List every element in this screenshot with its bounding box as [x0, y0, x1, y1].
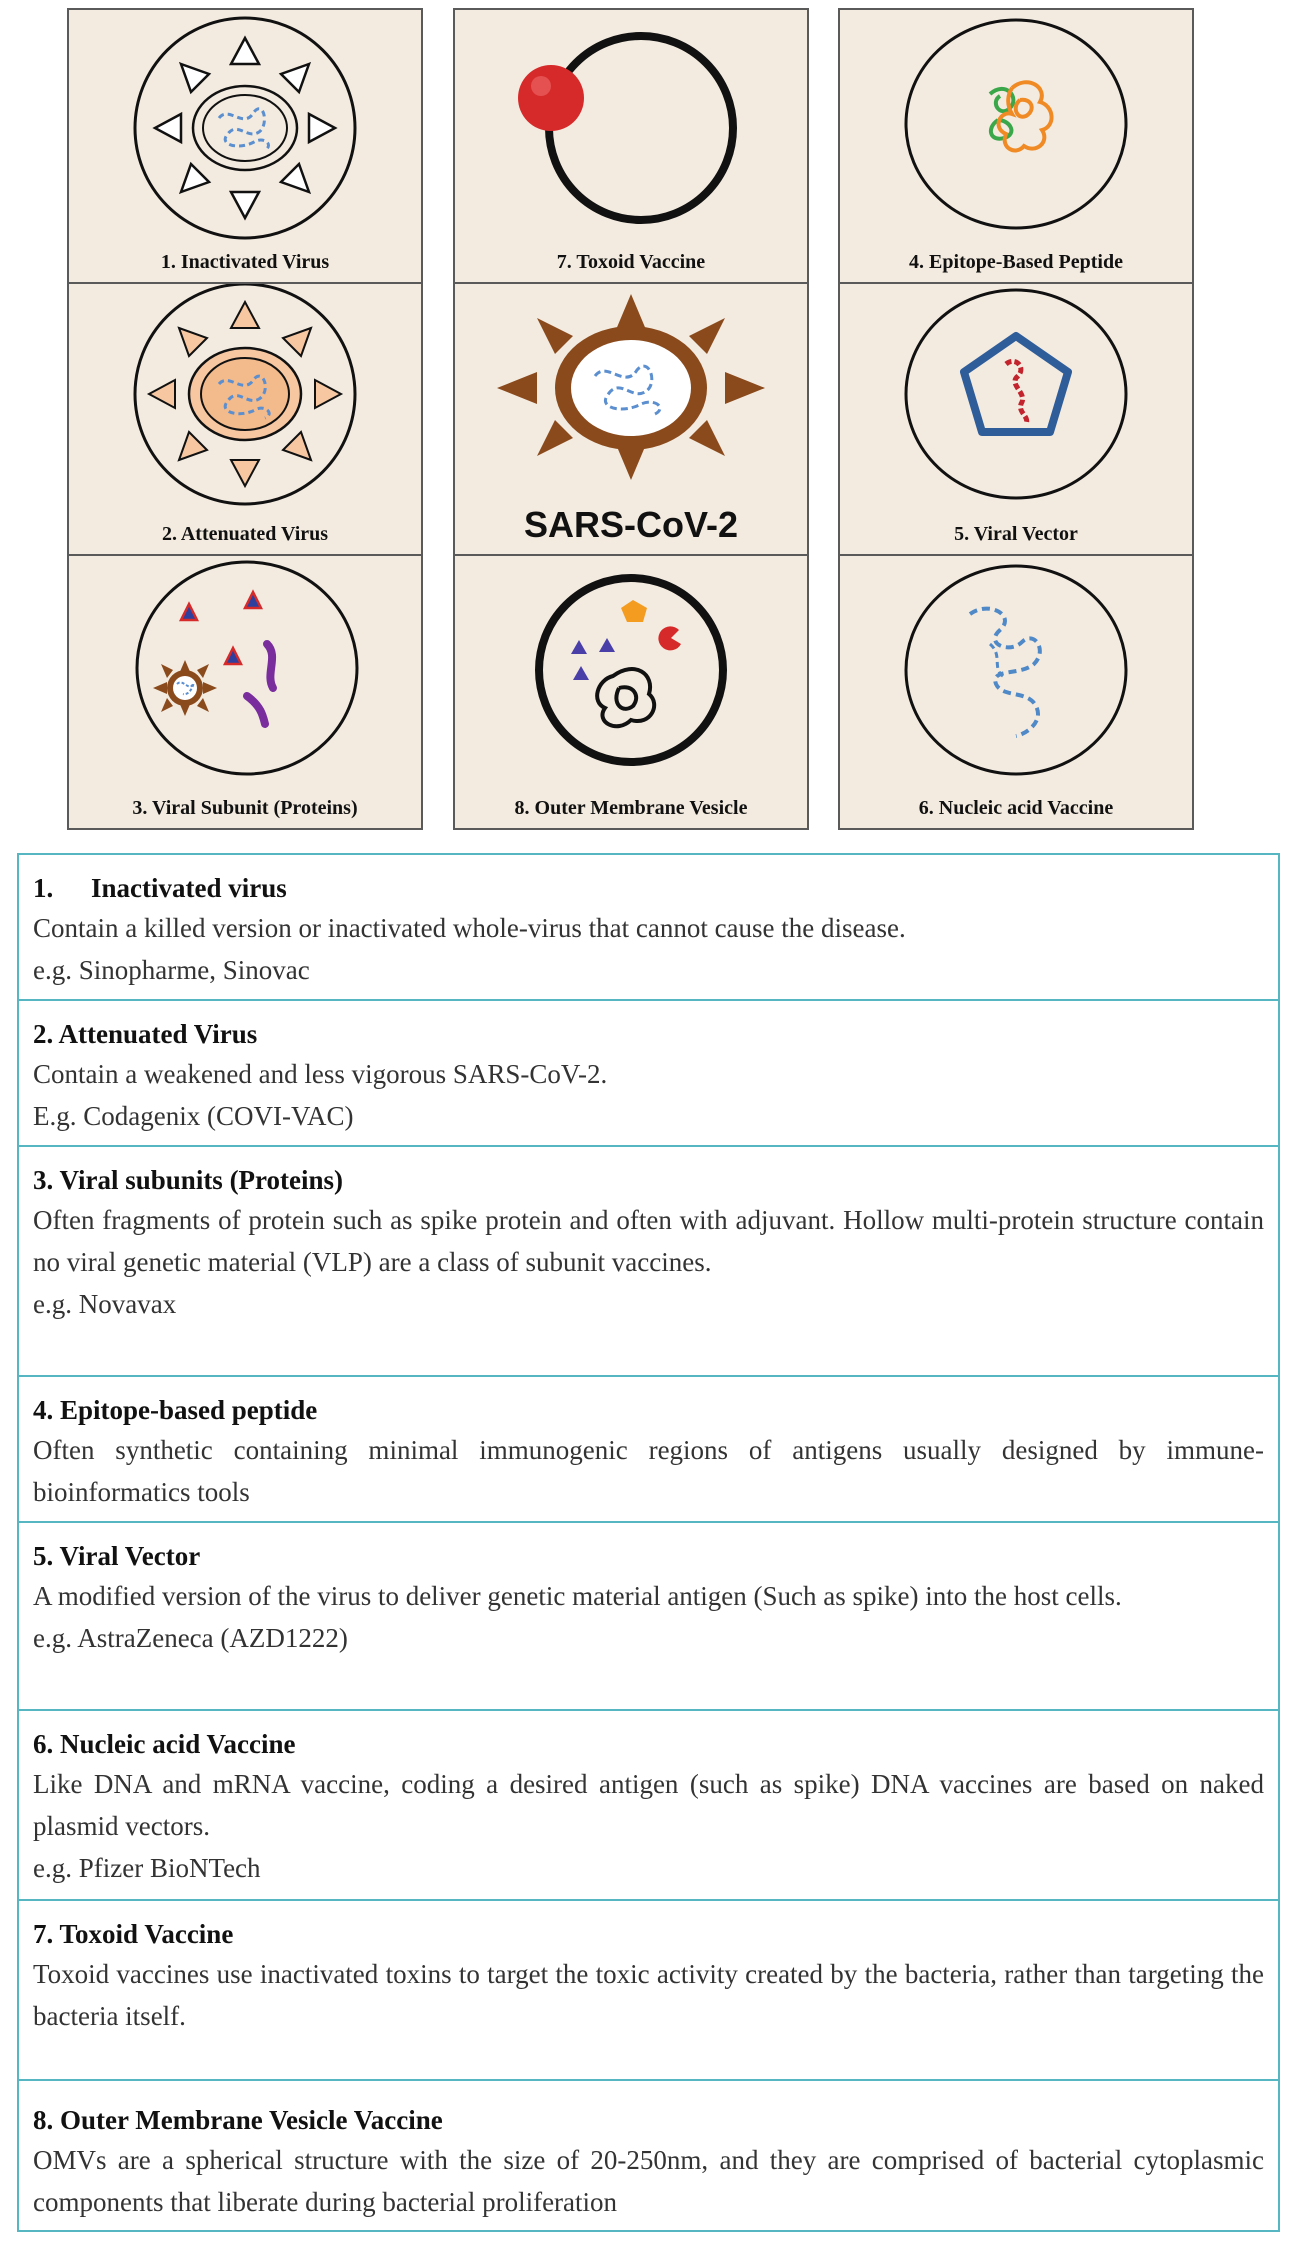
description-title: 4. Epitope-based peptide [33, 1395, 318, 1425]
panel-viral-vector [838, 282, 1194, 556]
panel-caption: 1. Inactivated Virus [160, 251, 330, 273]
description-example: e.g. Novavax [33, 1289, 177, 1319]
description-example: e.g. AstraZeneca (AZD1222) [33, 1623, 348, 1653]
panel-attenuated-virus [67, 282, 423, 556]
viral-subunit-icon [69, 556, 421, 828]
description-title: 6. Nucleic acid Vaccine [33, 1729, 296, 1759]
panel-caption: 8. Outer Membrane Vesicle [514, 797, 748, 819]
panel-viral-subunit [67, 554, 423, 830]
panel-caption: 7. Toxoid Vaccine [556, 251, 706, 273]
sars-cov-2-label: SARS-CoV-2 [523, 504, 739, 545]
description-title: 2. Attenuated Virus [33, 1019, 258, 1049]
panel-caption: 5. Viral Vector [954, 523, 1078, 545]
description-row [19, 1147, 1278, 1377]
outer-membrane-vesicle-icon [455, 556, 807, 828]
epitope-peptide-icon [840, 10, 1192, 282]
description-text: Contain a weakened and less vigorous SARS-CoV-2. [33, 1059, 608, 1089]
description-text: A modified version of the virus to deliver genetic material antigen (Such as spike) into the host cells. [33, 1581, 1122, 1611]
nucleic-acid-icon [840, 556, 1192, 828]
panel-outer-membrane-vesicle [453, 554, 809, 830]
description-row [19, 1001, 1278, 1147]
panel-toxoid-vaccine [453, 8, 809, 284]
description-row [19, 2081, 1278, 2230]
description-text: OMVs are a spherical structure with the size of 20-250nm, and they are comprised of bacterial cytoplasmic components that liberate during bacterial proliferation [33, 2145, 1264, 2217]
description-example: E.g. Codagenix (COVI-VAC) [33, 1101, 354, 1131]
panel-caption: 2. Attenuated Virus [161, 523, 329, 545]
description-row [19, 1711, 1278, 1901]
description-row [19, 1901, 1278, 2081]
description-text: Often synthetic containing minimal immunogenic regions of antigens usually designed by immune-bioinformatics tools [33, 1435, 1264, 1507]
toxoid-vaccine-icon [455, 10, 807, 282]
description-example: e.g. Pfizer BioNTech [33, 1853, 261, 1883]
description-text: Often fragments of protein such as spike protein and often with adjuvant. Hollow multi-protein structure contain no viral genetic material (VLP) are a class of subunit vaccines. [33, 1205, 1264, 1277]
panel-caption: 3. Viral Subunit (Proteins) [132, 797, 358, 819]
description-title: 3. Viral subunits (Proteins) [33, 1165, 344, 1195]
viral-vector-icon [840, 284, 1192, 554]
description-example: e.g. Sinopharme, Sinovac [33, 955, 310, 985]
panel-inactivated-virus [67, 8, 423, 284]
description-text: Like DNA and mRNA vaccine, coding a desired antigen (such as spike) DNA vaccines are based on naked plasmid vectors. [33, 1769, 1264, 1841]
attenuated-virus-icon [69, 284, 421, 554]
panel-sars-cov-2 [453, 282, 809, 556]
panel-caption: 6. Nucleic acid Vaccine [918, 797, 1114, 819]
description-title: 8. Outer Membrane Vesicle Vaccine [33, 2105, 443, 2135]
inactivated-virus-icon [69, 10, 421, 282]
description-text: Contain a killed version or inactivated whole-virus that cannot cause the disease. [33, 913, 906, 943]
description-title: 5. Viral Vector [33, 1541, 201, 1571]
description-text: Toxoid vaccines use inactivated toxins to target the toxic activity created by the bacteria, rather than targeting the bacteria itself. [33, 1959, 1264, 2031]
description-row [19, 1523, 1278, 1711]
vaccine-description-table [17, 853, 1280, 2232]
description-row [19, 1377, 1278, 1523]
panel-nucleic-acid-vaccine [838, 554, 1194, 830]
description-title: 7. Toxoid Vaccine [33, 1919, 234, 1949]
panel-caption: 4. Epitope-Based Peptide [909, 251, 1123, 273]
description-title: 1. Inactivated virus [33, 873, 287, 903]
panel-epitope-peptide [838, 8, 1194, 284]
description-row [19, 855, 1278, 1001]
